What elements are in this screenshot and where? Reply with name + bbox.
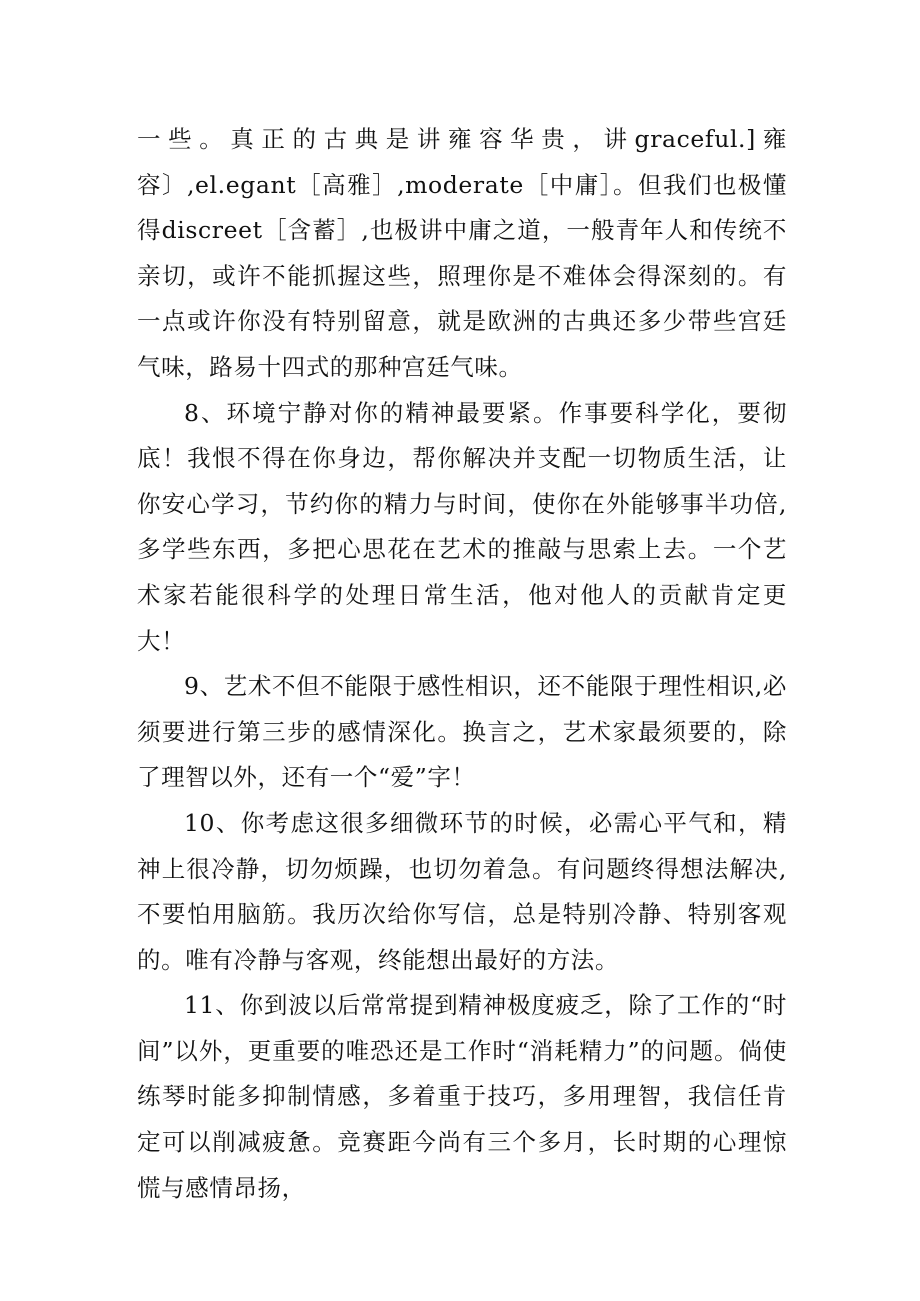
paragraph-item-8: 8、环境宁静对你的精神最要紧。作事要科学化，要彻底！我恨不得在你身边，帮你解决并支配一切物质生活，让你安心学习，节约你的精力与时间，使你在外能够事半功倍,多学些东西，多把心思花在艺术的推敲与思索上去。一个艺术家若能很科学的处理日常生活，他对他人的贡献肯定更大！ [137,398,787,655]
paragraph-item-10: 10、你考虑这很多细微环节的时候，必需心平气和，精神上很冷静，切勿烦躁，也切勿着急。有问题终得想法解决,不要怕用脑筋。我历次给你写信，总是特别冷静、特别客观的。唯有冷静与客观，终能想出最好的方法。 [137,808,787,974]
paragraph-item-11: 11、你到波以后常常提到精神极度疲乏，除了工作的“时间”以外，更重要的唯恐还是工作时“消耗精力”的问题。倘使练琴时能多抑制情感，多着重于技巧，多用理智，我信任肯定可以削减疲惫。竞赛距今尚有三个多月，长时期的心理惊慌与感情昂扬， [137,991,787,1202]
paragraph-item-9: 9、艺术不但不能限于感性相识，还不能限于理性相识,必须要进行第三步的感情深化。换言之，艺术家最须要的，除了理智以外，还有一个“爱”字！ [137,672,787,792]
body-text [137,117,787,1211]
paragraph-continuation: 一些。真正的古典是讲雍容华贵，讲graceful.]雍容〕,el.egant［高雅］,moderate［中庸］。但我们也极懂得discreet［含蓄］,也极讲中庸之道，一般青年人和传统不亲切，或许不能抓握这些，照理你是不难体会得深刻的。有一点或许你没有特别留意，就是欧洲的古典还多少带些宫廷气味，路易十四式的那种宫廷气味。 [137,125,787,381]
